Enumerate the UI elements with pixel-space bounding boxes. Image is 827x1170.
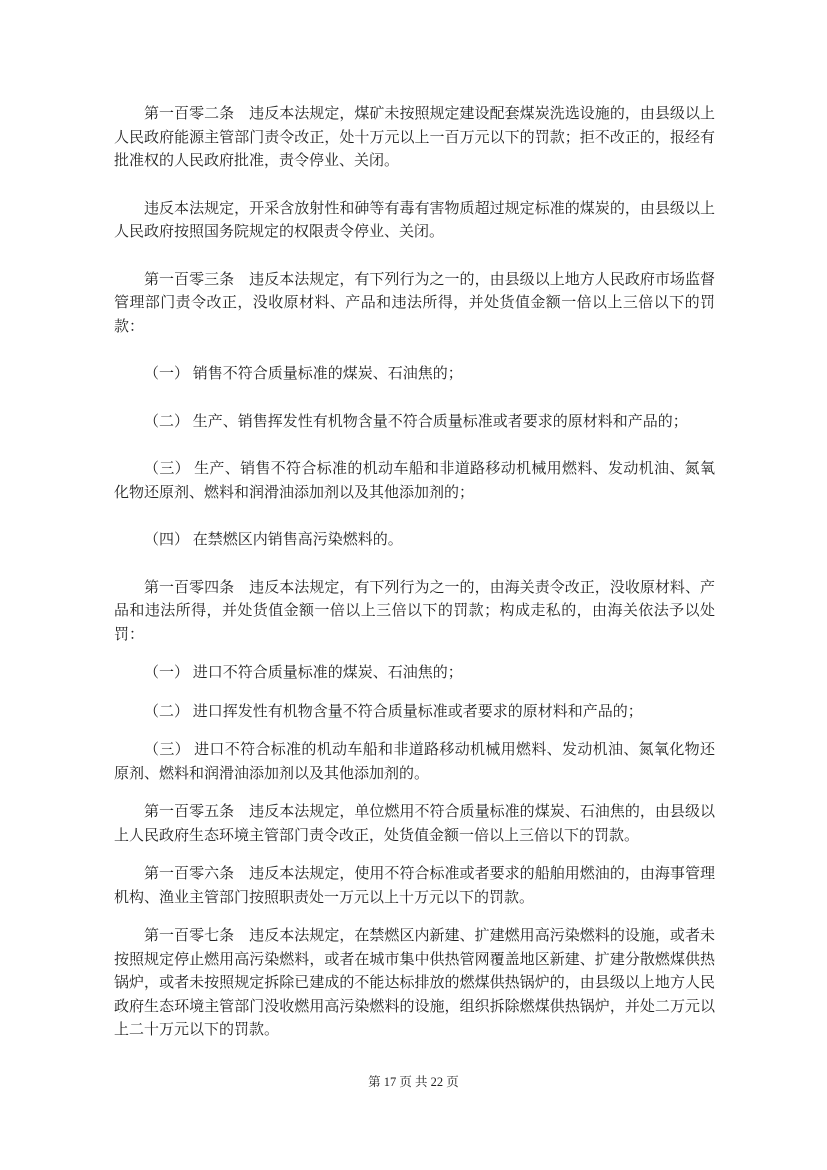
- body-paragraph: 违反本法规定，开采含放射性和砷等有毒有害物质超过规定标准的煤炭的，由县级以上人民政府按照国务院规定的权限责令停业、关闭。: [114, 200, 715, 240]
- document-body: [114, 103, 715, 1043]
- list-item-paragraph: （四） 在禁燃区内销售高污染燃料的。: [144, 532, 403, 548]
- list-item-paragraph: （一） 销售不符合质量标准的煤炭、石油焦的；: [144, 366, 463, 382]
- list-item-paragraph: （一） 进口不符合质量标准的煤炭、石油焦的；: [144, 665, 463, 681]
- list-item-paragraph: （三） 生产、销售不符合标准的机动车船和非道路移动机械用燃料、发动机油、氮氧化物还原剂、燃料和润滑油添加剂以及其他添加剂的；: [114, 461, 715, 501]
- article-paragraph: 第一百零三条 违反本法规定，有下列行为之一的，由县级以上地方人民政府市场监督管理部门责令改正，没收原材料、产品和违法所得，并处货值金额一倍以上三倍以下的罚款：: [114, 271, 715, 335]
- article-paragraph: 第一百零五条 违反本法规定，单位燃用不符合质量标准的煤炭、石油焦的，由县级以上人民政府生态环境主管部门责令改正，处货值金额一倍以上三倍以下的罚款。: [114, 804, 715, 844]
- article-paragraph: 第一百零七条 违反本法规定，在禁燃区内新建、扩建燃用高污染燃料的设施，或者未按照规定停止燃用高污染燃料，或者在城市集中供热管网覆盖地区新建、扩建分散燃煤供热锅炉，或者未按照规定拆除已建成的不能达标排放的燃煤供热锅炉的，由县级以上地方人民政府生态环境主管部门没收燃用高污染燃料的设施，组织拆除燃煤供热锅炉，并处二万元以上二十万元以下的罚款。: [114, 928, 715, 1038]
- article-paragraph: 第一百零二条 违反本法规定，煤矿未按照规定建设配套煤炭洗选设施的，由县级以上人民政府能源主管部门责令改正，处十万元以上一百万元以下的罚款；拒不改正的，报经有批准权的人民政府批准，责令停业、关闭。: [114, 106, 715, 169]
- list-item-paragraph: （三） 进口不符合标准的机动车船和非道路移动机械用燃料、发动机油、氮氧化物还原剂、燃料和润滑油添加剂以及其他添加剂的。: [114, 742, 715, 782]
- page-footer: [0, 1072, 827, 1092]
- article-paragraph: 第一百零四条 违反本法规定，有下列行为之一的，由海关责令改正，没收原材料、产品和违法所得，并处货值金额一倍以上三倍以下的罚款；构成走私的，由海关依法予以处罚：: [114, 579, 715, 643]
- page-number-text: 第 17 页 共 22 页: [368, 1075, 459, 1089]
- list-item-paragraph: （二） 进口挥发性有机物含量不符合质量标准或者要求的原材料和产品的；: [144, 703, 643, 720]
- article-paragraph: 第一百零六条 违反本法规定，使用不符合标准或者要求的船舶用燃油的，由海事管理机构、渔业主管部门按照职责处一万元以上十万元以下的罚款。: [114, 866, 715, 906]
- list-item-paragraph: （二） 生产、销售挥发性有机物含量不符合质量标准或者要求的原材料和产品的；: [144, 413, 688, 430]
